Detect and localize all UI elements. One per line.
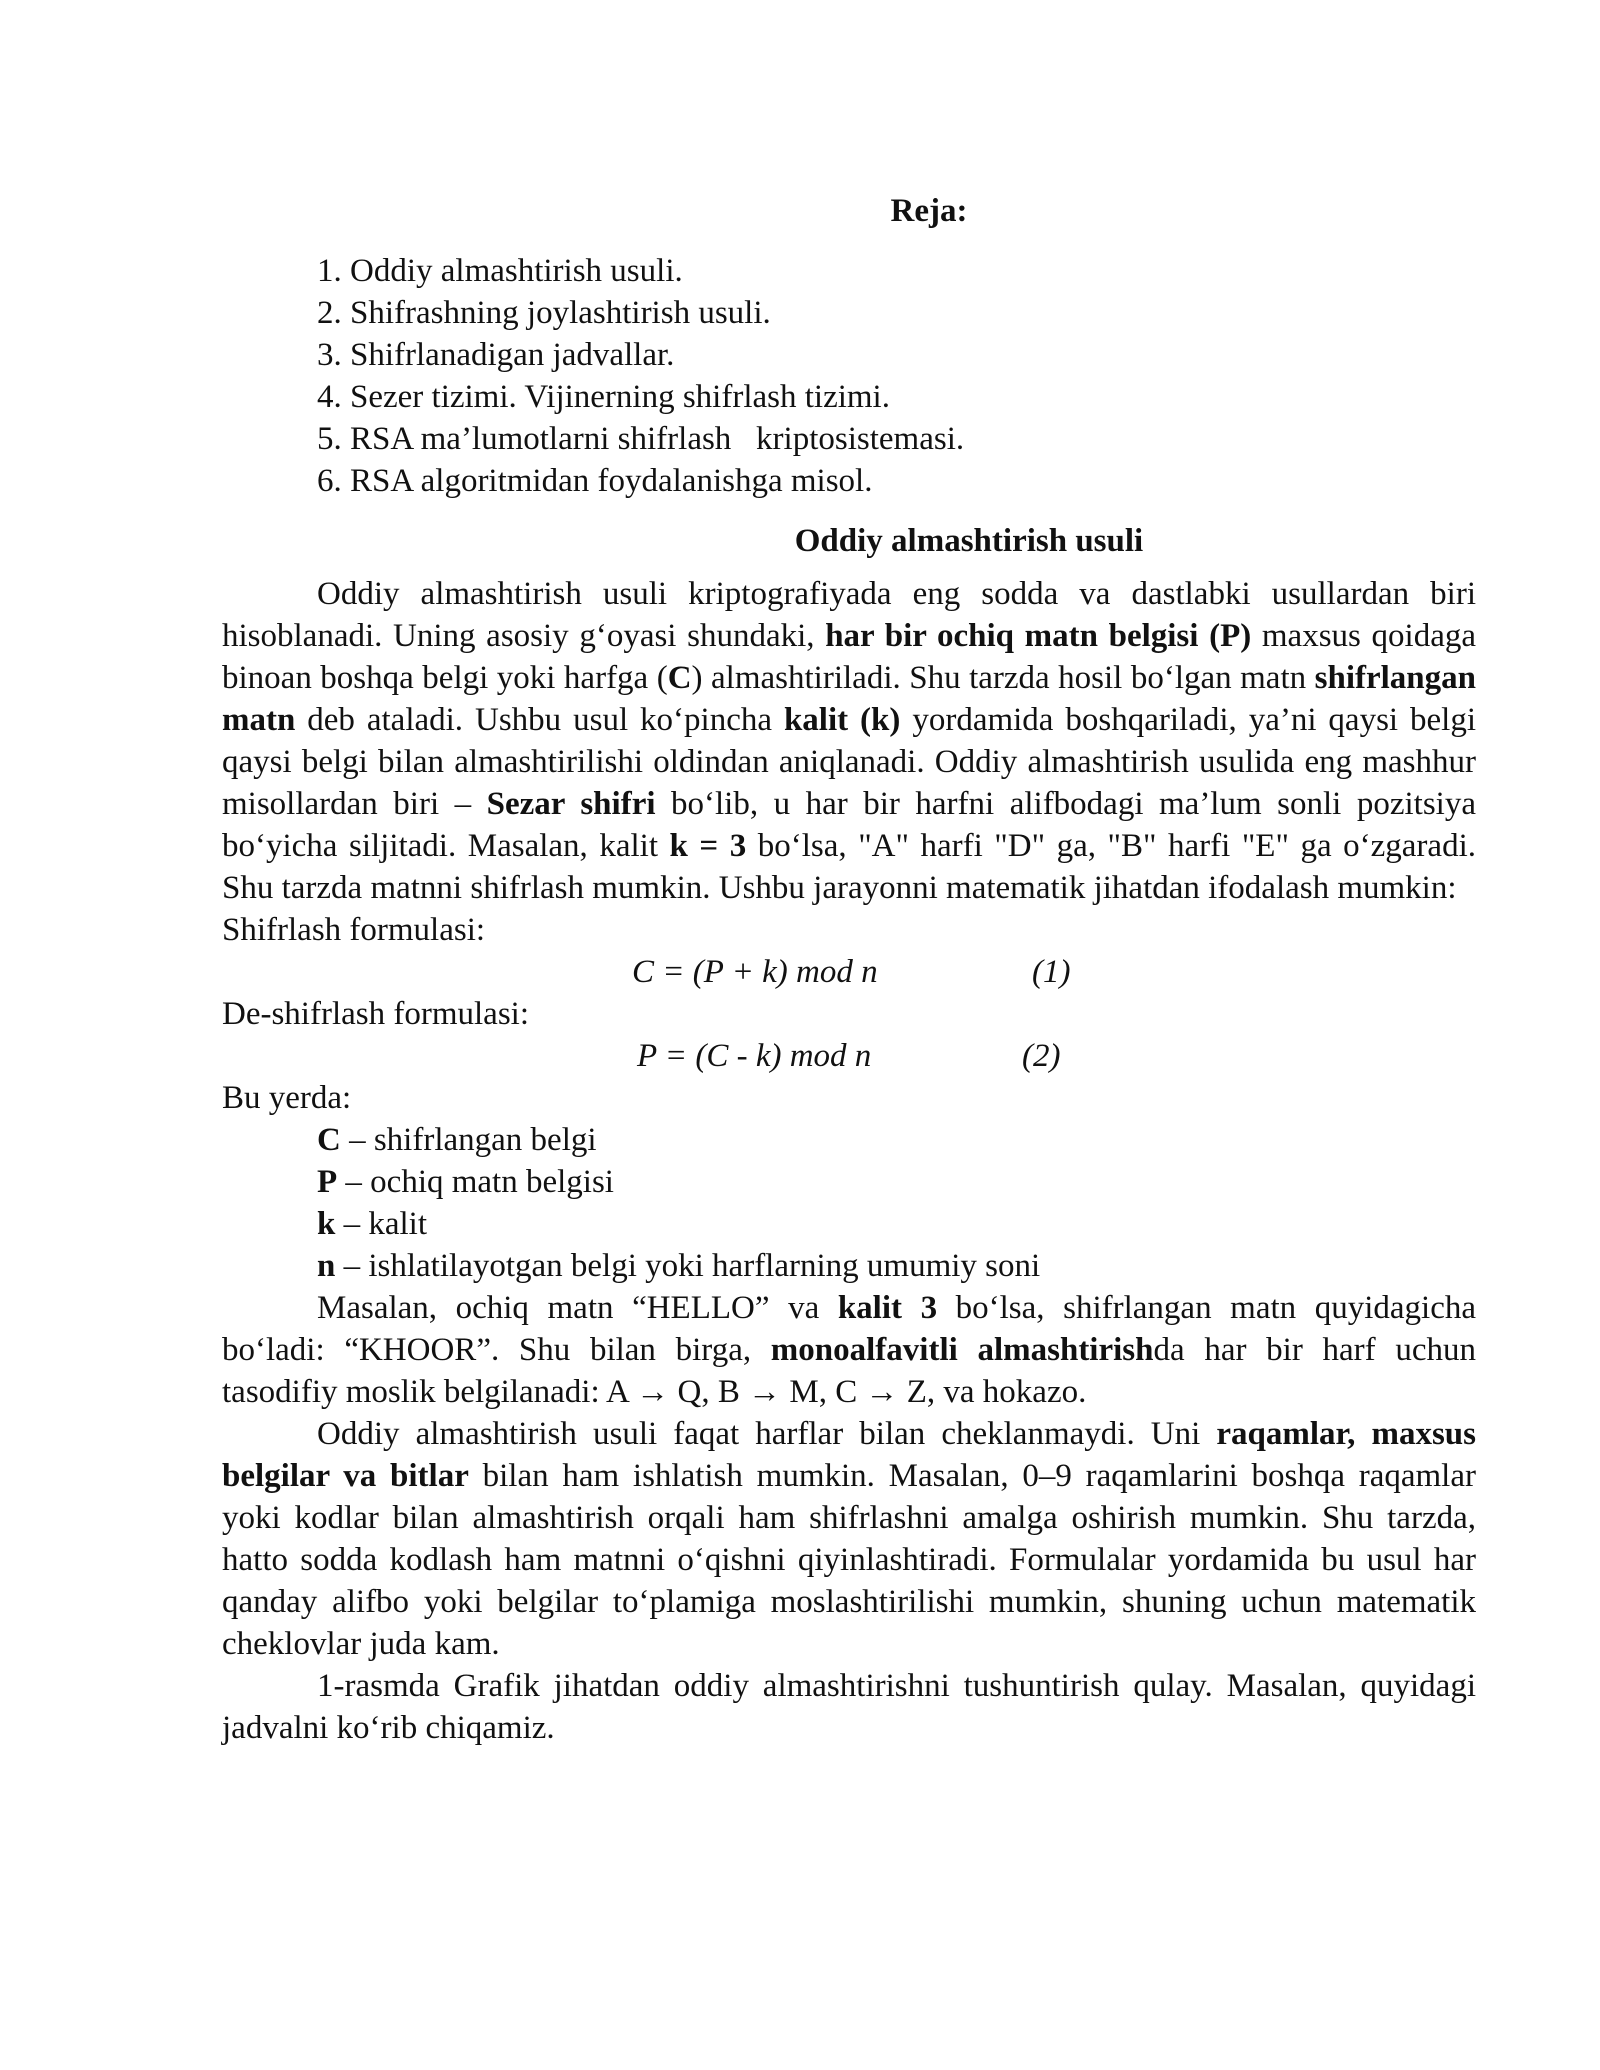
- paragraph-extension: [222, 1413, 1476, 1665]
- paragraph-example: [222, 1287, 1476, 1413]
- plan-item: 2. Shifrashning joylashtirish usuli.: [317, 295, 771, 331]
- definition-text: – kalit: [335, 1206, 428, 1242]
- bold-run: k = 3: [669, 828, 747, 864]
- paragraph-intro: [222, 573, 1476, 909]
- page-title: Reja:: [890, 193, 968, 229]
- plan-item: 4. Sezer tizimi. Vijinerning shifrlash tizimi.: [317, 379, 890, 415]
- decryption-formula-label: De-shifrlash formulasi:: [222, 996, 530, 1032]
- plan-item: 5. RSA ma’lumotlarni shifrlash kriptosistemasi.: [317, 421, 965, 457]
- text-run: bo‘lsa, "A" harfi "D" ga, "B" harfi "E" ga o‘zgaradi. Shu tarzda matnni shifrlash mumkin. Ushbu jarayonni matematik jihatdan ifodalash mumkin:: [222, 828, 1476, 906]
- bold-run: har bir ochiq matn belgisi (P): [825, 618, 1252, 654]
- definition-item: [317, 1119, 1476, 1161]
- text-run: bilan ham ishlatish mumkin. Masalan, 0–9 raqamlarini boshqa raqamlar yoki kodlar bilan almashtirish orqali ham shifrlashni amalga oshirish mumkin. Shu tarzda, hatto sodda kodlash ham matnni o‘qishni qiyinlashtiradi. Formulalar yordamida bu usul har qanday alifbo yoki belgilar to‘plamiga moslashtirilishi mumkin, shuning uchun matematik cheklovlar juda kam.: [222, 1458, 1476, 1662]
- text-run: bo‘lsa, shifrlangan matn quyidagicha bo‘ladi: “KHOOR”. Shu bilan birga,: [222, 1290, 1476, 1368]
- decryption-formula: [222, 1035, 1476, 1077]
- text-run: ) almashtiriladi. Shu tarzda hosil bo‘lgan matn: [691, 660, 1315, 696]
- document-body: [222, 190, 1476, 1749]
- plan-item: 1. Oddiy almashtirish usuli.: [317, 253, 683, 289]
- formula-expression: P = (C - k) mod n: [637, 1038, 872, 1074]
- formula-number: (1): [1032, 954, 1071, 990]
- text-run: bo‘lib, u har bir harfni alifbodagi ma’lum sonli pozitsiya bo‘yicha siljitadi. Masalan, kalit: [222, 786, 1476, 864]
- formula-number: (2): [1022, 1038, 1061, 1074]
- bold-run: raqamlar, maxsus belgilar va bitlar: [222, 1416, 1476, 1494]
- definition-symbol: k: [317, 1206, 336, 1242]
- text-run: deb ataladi. Ushbu usul ko‘pincha: [295, 702, 784, 738]
- text-run: Oddiy almashtirish usuli kriptografiyada eng sodda va dastlabki usullardan biri hisoblanadi. Uning asosiy g‘oyasi shundaki,: [222, 576, 1476, 654]
- text-run: yordamida boshqariladi, ya’ni qaysi belgi qaysi belgi bilan almashtirilishi oldindan aniqlanadi. Oddiy almashtirish usulida eng mashhur misollardan biri –: [222, 702, 1477, 822]
- definition-text: – ochiq matn belgisi: [337, 1164, 614, 1200]
- bold-run: kalit 3: [837, 1290, 938, 1326]
- plan-list: [317, 250, 1476, 502]
- definitions-list: [317, 1119, 1476, 1287]
- bold-run: Sezar shifri: [486, 786, 656, 822]
- bold-run: shifrlangan matn: [222, 660, 1476, 738]
- definition-symbol: C: [317, 1122, 341, 1158]
- definition-item: [317, 1245, 1476, 1287]
- paragraph-figure-intro: 1-rasmda Grafik jihatdan oddiy almashtirishni tushuntirish qulay. Masalan, quyidagi jadvalni ko‘rib chiqamiz.: [222, 1668, 1476, 1746]
- bold-run: monoalfavitli almashtirish: [770, 1332, 1154, 1368]
- definition-symbol: n: [317, 1248, 336, 1284]
- plan-item: 3. Shifrlanadigan jadvallar.: [317, 337, 675, 373]
- plan-item: 6. RSA algoritmidan foydalanishga misol.: [317, 463, 873, 499]
- text-run: Masalan, ochiq matn “HELLO” va: [317, 1290, 838, 1326]
- encryption-formula: [222, 951, 1476, 993]
- definition-item: [317, 1161, 1476, 1203]
- encryption-formula-label: Shifrlash formulasi:: [222, 912, 486, 948]
- text-run: maxsus qoidaga binoan boshqa belgi yoki harfga (: [222, 618, 1476, 696]
- bold-run: C: [667, 660, 692, 696]
- formula-expression: C = (P + k) mod n: [632, 954, 878, 990]
- definition-item: [317, 1203, 1476, 1245]
- definition-symbol: P: [317, 1164, 338, 1200]
- text-run: Oddiy almashtirish usuli faqat harflar bilan cheklanmaydi. Uni: [317, 1416, 1217, 1452]
- definition-text: – shifrlangan belgi: [340, 1122, 597, 1158]
- where-label: Bu yerda:: [222, 1080, 352, 1116]
- bold-run: kalit (k): [783, 702, 901, 738]
- section-heading: Oddiy almashtirish usuli: [794, 523, 1144, 559]
- text-run: da har bir harf uchun tasodifiy moslik belgilanadi: A → Q, B → M, C → Z, va hokazo.: [222, 1332, 1476, 1410]
- definition-text: – ishlatilayotgan belgi yoki harflarning umumiy soni: [335, 1248, 1041, 1284]
